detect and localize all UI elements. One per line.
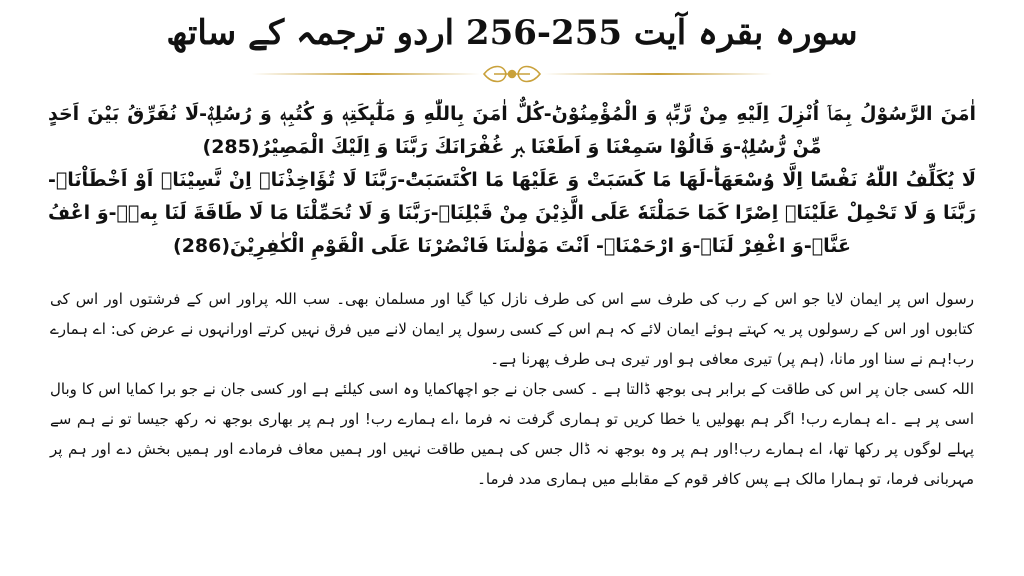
divider-line-right [544, 73, 772, 75]
urdu-translation [50, 284, 974, 494]
arabic-verse-286: لَا یُكَلِّفُ اللّٰهُ نَفْسًا اِلَّا وُسْعَهَاؕ-لَهَا مَا كَسَبَتْ وَ عَلَیْهَا مَا اكْتَسَبَتْؕ-رَبَّنَا لَا تُؤَاخِذْنَاۤ اِنْ نَّسِیْنَاۤ اَوْ اَخْطَاْنَاۚ-رَبَّنَا وَ لَا تَحْمِلْ عَلَیْنَاۤ اِصْرًا كَمَا حَمَلْتَهٗ عَلَى الَّذِیْنَ مِنْ قَبْلِنَاۚ-رَبَّنَا وَ لَا تُحَمِّلْنَا مَا لَا طَاقَةَ لَنَا بِهٖۚ-وَ اعْفُ عَنَّاٙ-وَ اغْفِرْ لَنَاٙ-وَ ارْحَمْنَاٙ- اَنْتَ مَوْلٰىنَا فَانْصُرْنَا عَلَى الْقَوْمِ الْكٰفِرِیْنَ(286) [48, 169, 976, 257]
ornament-divider [252, 62, 772, 86]
arabic-verse-285: اٰمَنَ الرَّسُوْلُ بِمَاۤ اُنْزِلَ اِلَیْهِ مِنْ رَّبِّهٖ وَ الْمُؤْمِنُوْنَؕ-كُلٌّ اٰمَنَ بِاللّٰهِ وَ مَلٰٓىٕكَتِهٖ وَ كُتُبِهٖ وَ رُسُلِهٖ۫-لَا نُفَرِّقُ بَیْنَ اَحَدٍ مِّنْ رُّسُلِهٖ۫-وَ قَالُوْا سَمِعْنَا وَ اَطَعْنَا ﱪ غُفْرَانَكَ رَبَّنَا وَ اِلَیْكَ الْمَصِیْرُ(285) [48, 103, 976, 158]
ornament-icon [484, 67, 540, 82]
arabic-verses [48, 98, 976, 263]
urdu-paragraph-2: اللہ کسی جان پر اس کی طاقت کے برابر ہی بوجھ ڈالتا ہے ۔ کسی جان نے جو اچھاکمایا وہ اسی کیلئے ہے اور کسی جان نے جو برا کمایا اس کا وبال اسی پر ہے ۔اے ہمارے رب! اگر ہم بھولیں یا خطا کریں تو ہماری گرفت نہ فرما ،اے ہمارے رب! اور ہم پر بھاری بوجھ نہ رکھ جیسا تو نے ہم سے پہلے لوگوں پر رکھا تھا، اے ہمارے رب!اور ہم پر وہ بوجھ نہ ڈال جس کی ہمیں طاقت نہیں اور ہمیں معاف فرمادے اور ہمیں بخش دے اور ہم پر مہربانی فرما، تو ہمارا مالک ہے پس کافر قوم کے مقابلے میں ہماری مدد فرما۔ [50, 380, 974, 488]
page-title: سورہ بقرہ آیت 255-256 اردو ترجمہ کے ساتھ [166, 13, 858, 53]
urdu-paragraph-1: رسول اس پر ایمان لایا جو اس کے رب کی طرف سے اس کی طرف نازل کیا گیا اور مسلمان بھی۔ سب اللہ پراور اس کے فرشتوں اور اس کی کتابوں اور اس کے رسولوں پر یہ کہتے ہوئے ایمان لائے کہ ہم اس کے کسی رسول پر ایمان لانے میں فرق نہیں کرتے اورانہوں نے عرض کی: اے ہمارے رب!ہم نے سنا اور مانا، (ہم پر) تیری معافی ہو اور تیری ہی طرف پھرنا ہے۔ [50, 290, 974, 368]
divider-line-left [252, 73, 480, 75]
